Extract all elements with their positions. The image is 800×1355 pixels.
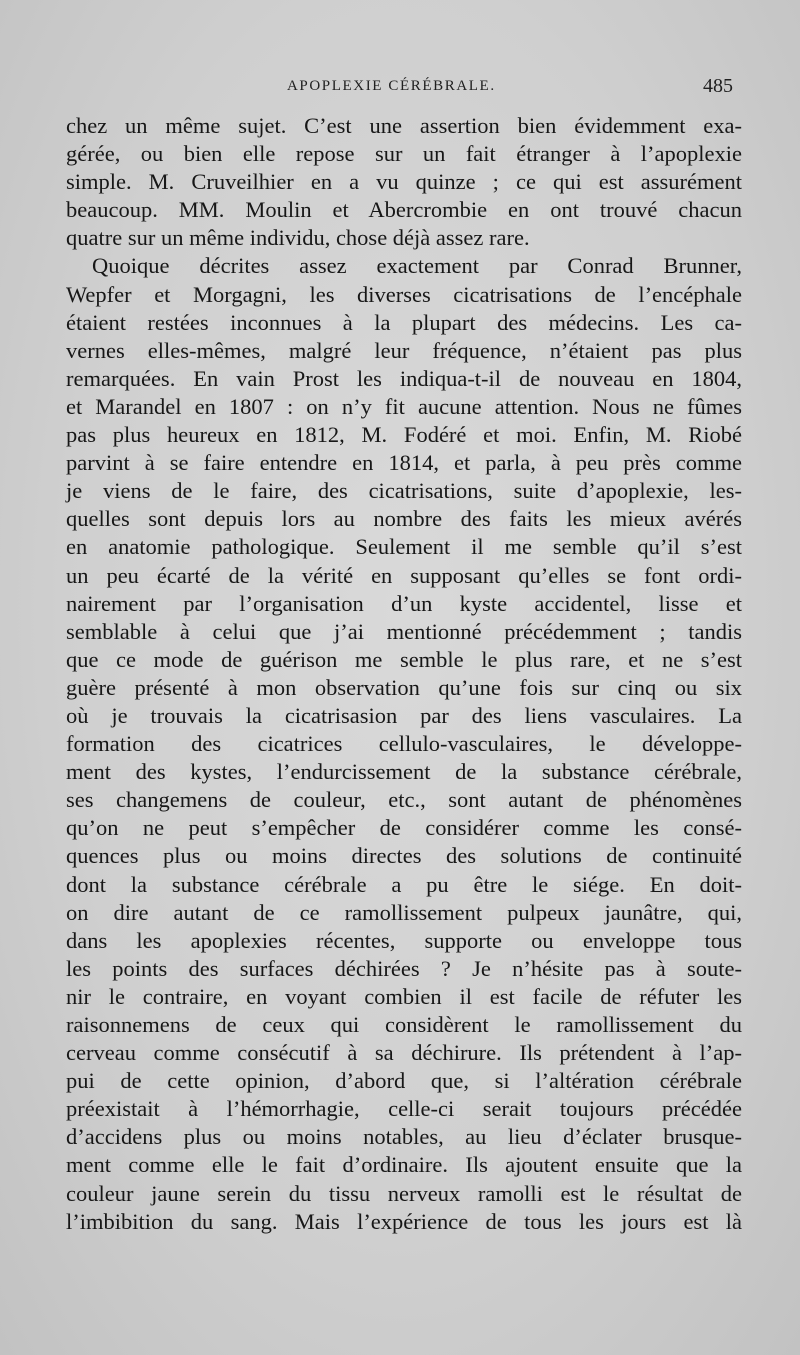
page-number: 485 xyxy=(703,75,733,97)
text-line: quatre sur un même individu, chose déjà assez rare. xyxy=(66,225,530,251)
text-line: préexistait à l’hémorrhagie, celle-ci serait toujours précédée xyxy=(66,1096,742,1122)
text-line: ses changemens de couleur, etc., sont autant de phénomènes xyxy=(66,787,742,813)
text-line: cerveau comme consécutif à sa déchirure. Ils prétendent à l’ap- xyxy=(66,1040,742,1066)
text-line: ment des kystes, l’endurcissement de la substance cérébrale, xyxy=(66,759,742,785)
text-line: chez un même sujet. C’est une assertion bien évidemment exa- xyxy=(66,113,742,138)
text-line: nairement par l’organisation d’un kyste accidentel, lisse et xyxy=(66,590,742,616)
text-line: formation des cicatrices cellulo-vasculaires, le développe- xyxy=(66,731,742,757)
text-line: on dire autant de ce ramollissement pulpeux jaunâtre, qui, xyxy=(66,899,742,925)
running-header xyxy=(0,75,800,102)
text-line: qu’on ne peut s’empêcher de considérer comme les consé- xyxy=(66,815,742,841)
text-line: quelles sont depuis lors au nombre des faits les mieux avérés xyxy=(66,506,742,532)
text-line: vernes elles-mêmes, malgré leur fréquence, n’étaient pas plus xyxy=(66,337,742,363)
text-line: beaucoup. MM. Moulin et Abercrombie en ont trouvé chacun xyxy=(66,197,742,223)
text-line: nir le contraire, en voyant combien il est facile de réfuter les xyxy=(66,983,742,1009)
text-line: guère présenté à mon observation qu’une fois sur cinq ou six xyxy=(66,674,742,700)
text-line: l’imbibition du sang. Mais l’expérience de tous les jours est là xyxy=(66,1208,742,1234)
text-line: quences plus ou moins directes des solutions de continuité xyxy=(66,843,742,869)
text-line: un peu écarté de la vérité en supposant qu’elles se font ordi- xyxy=(66,562,742,588)
text-line: où je trouvais la cicatrisasion par des liens vasculaires. La xyxy=(66,702,742,728)
text-line: ment comme elle le fait d’ordinaire. Ils ajoutent ensuite que la xyxy=(66,1152,742,1178)
text-line: les points des surfaces déchirées ? Je n’hésite pas à soute- xyxy=(66,955,742,981)
text-line: je viens de le faire, des cicatrisations, suite d’apoplexie, les- xyxy=(66,478,742,504)
text-line: et Marandel en 1807 : on n’y fit aucune attention. Nous ne fûmes xyxy=(66,393,742,419)
text-line: gérée, ou bien elle repose sur un fait étranger à l’apoplexie xyxy=(66,141,742,167)
text-line: Wepfer et Morgagni, les diverses cicatrisations de l’encéphale xyxy=(66,281,742,307)
text-line: couleur jaune serein du tissu nerveux ramolli est le résultat de xyxy=(66,1180,742,1206)
text-line: d’accidens plus ou moins notables, au lieu d’éclater brusque- xyxy=(66,1124,742,1150)
text-line: simple. M. Cruveilhier en a vu quinze ; ce qui est assurément xyxy=(66,169,742,195)
text-line: raisonnemens de ceux qui considèrent le ramollissement du xyxy=(66,1012,742,1037)
running-title: APOPLEXIE CÉRÉBRALE. xyxy=(287,78,496,94)
text-line: remarquées. En vain Prost les indiqua-t-il de nouveau en 1804, xyxy=(66,365,742,391)
text-line: dont la substance cérébrale a pu être le siége. En doit- xyxy=(66,871,742,897)
text-line: semblable à celui que j’ai mentionné précédemment ; tandis xyxy=(66,618,742,644)
text-line: dans les apoplexies récentes, supporte ou enveloppe tous xyxy=(66,927,742,953)
text-line: étaient restées inconnues à la plupart des médecins. Les ca- xyxy=(66,309,742,335)
text-line: en anatomie pathologique. Seulement il me semble qu’il s’est xyxy=(66,534,742,560)
text-line: Quoique décrites assez exactement par Conrad Brunner, xyxy=(92,253,742,279)
text-line: que ce mode de guérison me semble le plus rare, et ne s’est xyxy=(66,646,742,672)
body-text xyxy=(66,112,742,1236)
text-line: pas plus heureux en 1812, M. Fodéré et moi. Enfin, M. Riobé xyxy=(66,422,742,448)
text-line: parvint à se faire entendre en 1814, et parla, à peu près comme xyxy=(66,450,742,476)
text-line: pui de cette opinion, d’abord que, si l’altération cérébrale xyxy=(66,1068,742,1094)
